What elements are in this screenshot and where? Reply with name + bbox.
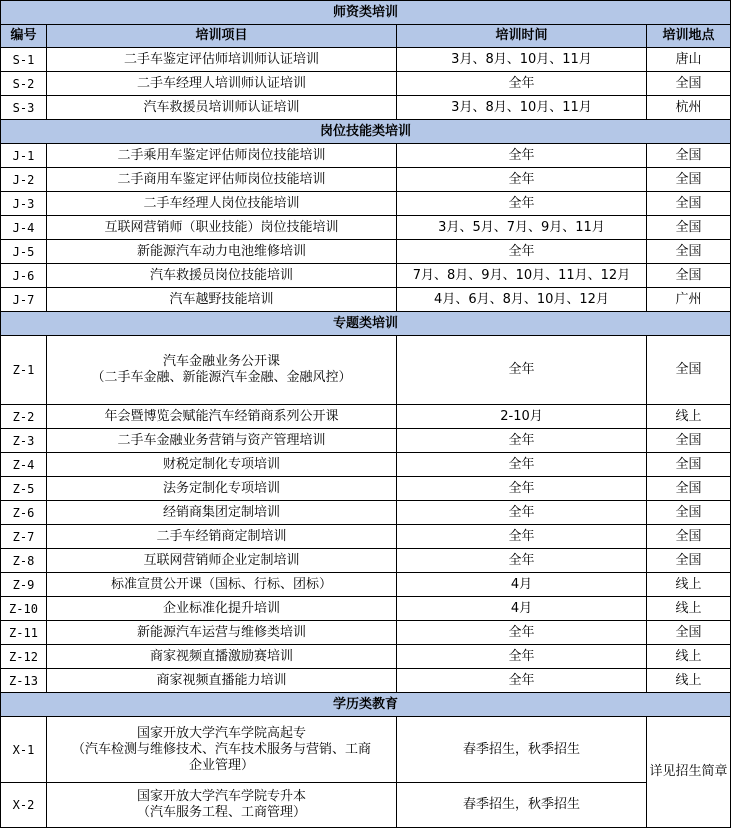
row-time: 全年: [397, 549, 647, 573]
row-project: 商家视频直播激励赛培训: [47, 645, 397, 669]
row-location: 全国: [647, 192, 731, 216]
row-time: 全年: [397, 336, 647, 405]
row-location: 线上: [647, 573, 731, 597]
row-time: 2-10月: [397, 405, 647, 429]
row-project: [47, 717, 397, 783]
row-location: 杭州: [647, 96, 731, 120]
row-location: 线上: [647, 669, 731, 693]
table-row: [1, 477, 731, 501]
row-time: 全年: [397, 501, 647, 525]
row-location: 全国: [647, 264, 731, 288]
table-row: [1, 168, 731, 192]
row-code: S-2: [1, 72, 47, 96]
row-code: Z-12: [1, 645, 47, 669]
row-project: 新能源汽车运营与维修类培训: [47, 621, 397, 645]
row-time: 全年: [397, 645, 647, 669]
row-location: 全国: [647, 144, 731, 168]
row-project: [47, 783, 397, 828]
row-code: Z-8: [1, 549, 47, 573]
row-time: 全年: [397, 525, 647, 549]
row-code: S-3: [1, 96, 47, 120]
row-location: 全国: [647, 336, 731, 405]
row-project: 汽车救援员培训师认证培训: [47, 96, 397, 120]
table-row: [1, 549, 731, 573]
row-time: 7月、8月、9月、10月、11月、12月: [397, 264, 647, 288]
row-time: 4月: [397, 573, 647, 597]
row-code: Z-9: [1, 573, 47, 597]
row-time: 全年: [397, 669, 647, 693]
row-project-line: （二手车金融、新能源汽车金融、金融风控）: [91, 370, 352, 385]
row-code: Z-4: [1, 453, 47, 477]
row-project-line: （汽车服务工程、工商管理）: [136, 805, 306, 820]
row-code: Z-5: [1, 477, 47, 501]
row-project: 二手车金融业务营销与资产管理培训: [47, 429, 397, 453]
row-code: Z-10: [1, 597, 47, 621]
row-project: 汽车救援员岗位技能培训: [47, 264, 397, 288]
row-project: 商家视频直播能力培训: [47, 669, 397, 693]
row-project: 法务定制化专项培训: [47, 477, 397, 501]
row-time: 全年: [397, 192, 647, 216]
row-location: 全国: [647, 549, 731, 573]
table-row: [1, 597, 731, 621]
row-time: 全年: [397, 168, 647, 192]
table-row: [1, 717, 731, 783]
section-header-education: [1, 693, 731, 717]
row-project: 年会暨博览会赋能汽车经销商系列公开课: [47, 405, 397, 429]
row-location: 全国: [647, 216, 731, 240]
row-time: 全年: [397, 621, 647, 645]
row-project-line: 国家开放大学汽车学院专升本: [136, 789, 306, 804]
row-time: 全年: [397, 477, 647, 501]
row-location: 唐山: [647, 48, 731, 72]
row-time: 4月、6月、8月、10月、12月: [397, 288, 647, 312]
row-code: S-1: [1, 48, 47, 72]
table-row: [1, 669, 731, 693]
table-row: [1, 621, 731, 645]
row-code: J-4: [1, 216, 47, 240]
table-row: [1, 645, 731, 669]
section-header-topic: [1, 312, 731, 336]
row-code: X-1: [1, 717, 47, 783]
row-code: X-2: [1, 783, 47, 828]
table-row: [1, 264, 731, 288]
row-project: [47, 336, 397, 405]
section-header-skill: [1, 120, 731, 144]
row-location: 全国: [647, 621, 731, 645]
row-project: 企业标准化提升培训: [47, 597, 397, 621]
table-row: [1, 783, 731, 828]
row-time: 3月、8月、10月、11月: [397, 48, 647, 72]
row-project: 二手商用车鉴定评估师岗位技能培训: [47, 168, 397, 192]
row-location: 全国: [647, 429, 731, 453]
row-location: 广州: [647, 288, 731, 312]
row-code: J-1: [1, 144, 47, 168]
row-project: 二手乘用车鉴定评估师岗位技能培训: [47, 144, 397, 168]
section-header-teacher: [1, 1, 731, 25]
row-location: 线上: [647, 597, 731, 621]
section-title: 岗位技能类培训: [1, 120, 731, 144]
header-time: 培训时间: [397, 25, 647, 48]
header-code: 编号: [1, 25, 47, 48]
table-row: [1, 573, 731, 597]
row-location: 全国: [647, 477, 731, 501]
education-location: 详见招生简章: [647, 717, 731, 828]
row-code: Z-13: [1, 669, 47, 693]
table-row: [1, 525, 731, 549]
table-row: [1, 429, 731, 453]
row-code: Z-3: [1, 429, 47, 453]
row-location: 全国: [647, 240, 731, 264]
row-project: 互联网营销师企业定制培训: [47, 549, 397, 573]
row-time: 春季招生，秋季招生: [397, 717, 647, 783]
table-row: [1, 96, 731, 120]
table-row: [1, 405, 731, 429]
row-time: 4月: [397, 597, 647, 621]
row-project-line: （汽车检测与维修技术、汽车技术服务与营销、工商: [71, 741, 371, 757]
row-code: Z-6: [1, 501, 47, 525]
table-row: [1, 336, 731, 405]
table-row: [1, 501, 731, 525]
row-code: Z-7: [1, 525, 47, 549]
row-project: 财税定制化专项培训: [47, 453, 397, 477]
row-project: 汽车越野技能培训: [47, 288, 397, 312]
table-row: [1, 240, 731, 264]
row-time: 春季招生，秋季招生: [397, 783, 647, 828]
header-project: 培训项目: [47, 25, 397, 48]
row-location: 全国: [647, 168, 731, 192]
row-time: 全年: [397, 240, 647, 264]
row-location: 全国: [647, 72, 731, 96]
row-location: 线上: [647, 645, 731, 669]
section-title: 专题类培训: [1, 312, 731, 336]
row-project: 二手车经销商定制培训: [47, 525, 397, 549]
row-code: Z-11: [1, 621, 47, 645]
section-title: 师资类培训: [1, 1, 731, 25]
row-code: J-2: [1, 168, 47, 192]
row-code: Z-2: [1, 405, 47, 429]
header-location: 培训地点: [647, 25, 731, 48]
row-project-line: 国家开放大学汽车学院高起专: [136, 725, 306, 741]
row-time: 全年: [397, 429, 647, 453]
table-row: [1, 48, 731, 72]
row-project-line: 汽车金融业务公开课: [162, 354, 280, 369]
table-row: [1, 288, 731, 312]
row-code: J-5: [1, 240, 47, 264]
row-location: 全国: [647, 525, 731, 549]
table-row: [1, 72, 731, 96]
row-time: 全年: [397, 144, 647, 168]
row-code: J-7: [1, 288, 47, 312]
row-location: 全国: [647, 501, 731, 525]
row-project-line: 企业管理）: [188, 757, 254, 773]
row-project: 二手车经理人培训师认证培训: [47, 72, 397, 96]
row-project: 二手车经理人岗位技能培训: [47, 192, 397, 216]
table-row: [1, 144, 731, 168]
row-time: 3月、8月、10月、11月: [397, 96, 647, 120]
row-location: 全国: [647, 453, 731, 477]
table-row: [1, 216, 731, 240]
row-project: 互联网营销师（职业技能）岗位技能培训: [47, 216, 397, 240]
row-project: 经销商集团定制培训: [47, 501, 397, 525]
row-project: 新能源汽车动力电池维修培训: [47, 240, 397, 264]
row-time: 全年: [397, 72, 647, 96]
table-row: [1, 192, 731, 216]
row-time: 3月、5月、7月、9月、11月: [397, 216, 647, 240]
column-header-row: [1, 25, 731, 48]
section-title: 学历类教育: [1, 693, 731, 717]
row-location: 线上: [647, 405, 731, 429]
row-code: J-3: [1, 192, 47, 216]
row-project: 标准宣贯公开课（国标、行标、团标）: [47, 573, 397, 597]
row-project: 二手车鉴定评估师培训师认证培训: [47, 48, 397, 72]
row-time: 全年: [397, 453, 647, 477]
table-row: [1, 453, 731, 477]
row-code: J-6: [1, 264, 47, 288]
row-code: Z-1: [1, 336, 47, 405]
